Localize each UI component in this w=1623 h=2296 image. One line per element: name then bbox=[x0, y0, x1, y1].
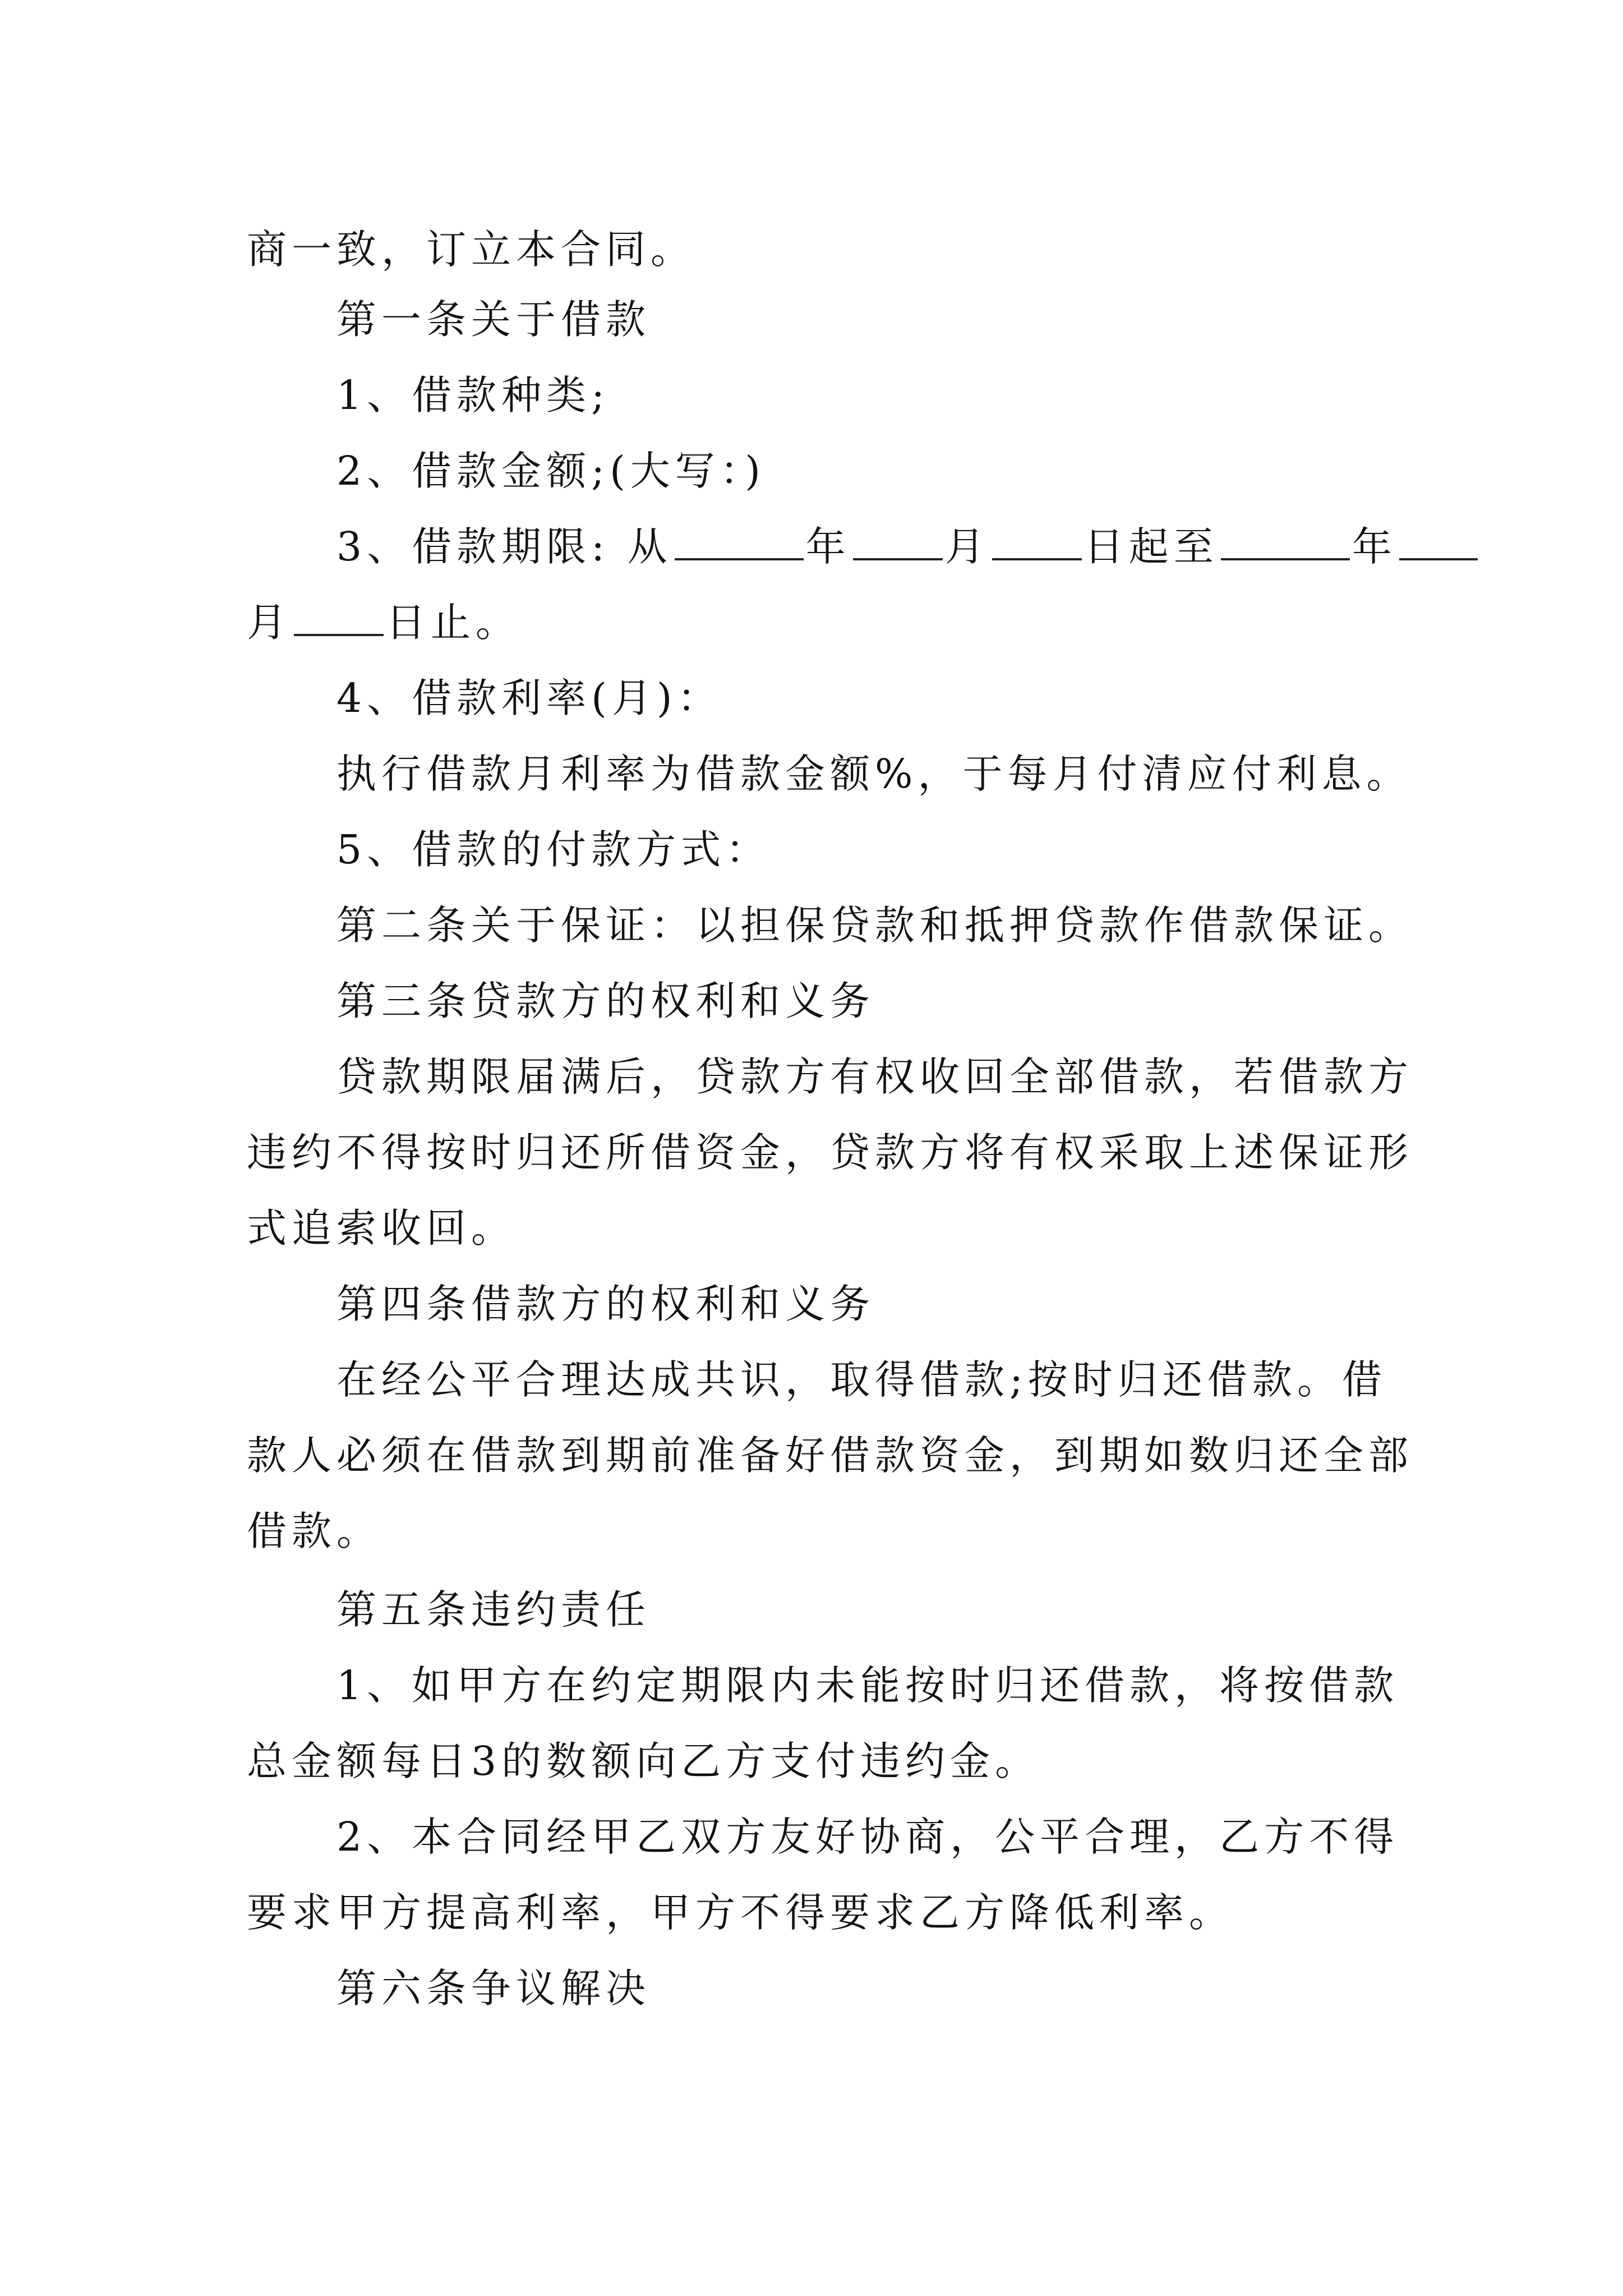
article-heading: 第四条借款方的权利和义务 bbox=[336, 1281, 875, 1327]
loan-term-label: 3、借款期限: 从 bbox=[336, 523, 672, 570]
article-heading: 第一条关于借款 bbox=[336, 296, 651, 343]
text-line: 1、借款种类; bbox=[336, 372, 610, 418]
article-heading: 第六条争议解决 bbox=[336, 1965, 651, 2012]
blank-field bbox=[675, 524, 804, 560]
text-line: 总金额每日3的数额向乙方支付违约金。 bbox=[247, 1738, 1040, 1784]
start-until-label: 日起至 bbox=[1083, 523, 1219, 570]
text-line: 执行借款月利率为借款金额%，于每月付清应付利息。 bbox=[336, 751, 1412, 797]
text-line: 违约不得按时归还所借资金，贷款方将有权采取上述保证形 bbox=[247, 1129, 1414, 1176]
text-line: 5、借款的付款方式： bbox=[336, 826, 771, 873]
month-label: 月 bbox=[944, 523, 990, 570]
loan-term-line-cont bbox=[247, 595, 520, 651]
blank-field bbox=[294, 600, 384, 636]
month-label: 月 bbox=[247, 599, 292, 646]
text-line: 借款。 bbox=[247, 1508, 382, 1554]
blank-field bbox=[992, 524, 1082, 560]
year-label: 年 bbox=[805, 523, 851, 570]
blank-field bbox=[853, 524, 943, 560]
text-line: 商一致，订立本合同。 bbox=[247, 226, 696, 273]
loan-term-line bbox=[336, 519, 1480, 575]
text-line: 在经公平合理达成共识，取得借款;按时归还借款。借 bbox=[336, 1356, 1387, 1403]
end-label: 日止。 bbox=[386, 599, 521, 646]
text-line: 款人必须在借款到期前准备好借款资金，到期如数归还全部 bbox=[247, 1432, 1414, 1479]
year-label: 年 bbox=[1352, 523, 1397, 570]
article-heading: 第五条违约责任 bbox=[336, 1586, 651, 1633]
text-line: 2、借款金额;(大写：) bbox=[336, 448, 766, 494]
blank-field bbox=[1399, 524, 1478, 560]
blank-field bbox=[1221, 524, 1350, 560]
text-line: 1、如甲方在约定期限内未能按时归还借款，将按借款 bbox=[336, 1662, 1399, 1709]
text-line: 式追索收回。 bbox=[247, 1205, 517, 1251]
text-line: 贷款期限届满后，贷款方有权收回全部借款，若借款方 bbox=[336, 1053, 1414, 1100]
article-heading: 第三条贷款方的权利和义务 bbox=[336, 978, 875, 1024]
text-line: 4、借款利率(月)： bbox=[336, 675, 722, 721]
article-heading: 第二条关于保证：以担保贷款和抵押贷款作借款保证。 bbox=[336, 902, 1414, 949]
text-line: 要求甲方提高利率，甲方不得要求乙方降低利率。 bbox=[247, 1889, 1234, 1936]
text-line: 2、本合同经甲乙双方友好协商，公平合理，乙方不得 bbox=[336, 1814, 1399, 1860]
